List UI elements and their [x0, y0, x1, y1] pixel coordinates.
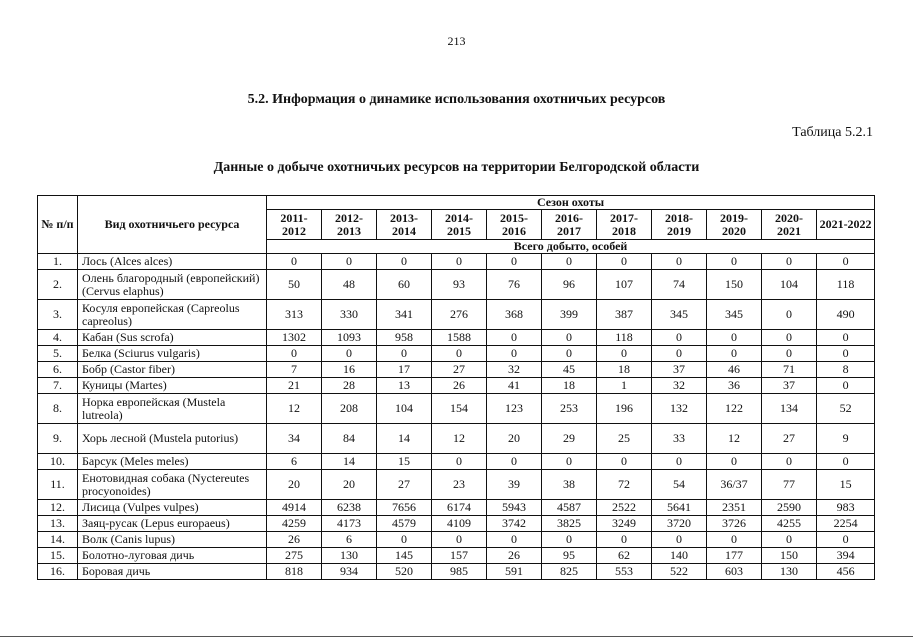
row-number: 3. [38, 300, 78, 330]
harvest-value: 45 [542, 362, 597, 378]
table-row [38, 330, 875, 346]
harvest-value: 36/37 [707, 470, 762, 500]
harvest-value: 0 [542, 346, 597, 362]
harvest-value: 522 [652, 564, 707, 580]
table-row [38, 454, 875, 470]
harvest-value: 38 [542, 470, 597, 500]
harvest-value: 84 [322, 424, 377, 454]
season-header: Сезон охоты [267, 196, 875, 210]
harvest-value: 157 [432, 548, 487, 564]
harvest-value: 985 [432, 564, 487, 580]
table-row [38, 500, 875, 516]
row-number: 13. [38, 516, 78, 532]
harvest-value: 0 [762, 532, 817, 548]
harvest-value: 76 [487, 270, 542, 300]
harvest-value: 154 [432, 394, 487, 424]
row-number: 8. [38, 394, 78, 424]
row-number: 9. [38, 424, 78, 454]
harvest-value: 0 [652, 454, 707, 470]
harvest-value: 4587 [542, 500, 597, 516]
harvest-value: 0 [432, 454, 487, 470]
row-number: 2. [38, 270, 78, 300]
harvest-value: 0 [762, 254, 817, 270]
harvest-value: 591 [487, 564, 542, 580]
harvest-value: 0 [377, 346, 432, 362]
harvest-value: 3742 [487, 516, 542, 532]
harvest-value: 490 [817, 300, 875, 330]
harvest-value: 4109 [432, 516, 487, 532]
harvest-value: 13 [377, 378, 432, 394]
harvest-value: 0 [707, 346, 762, 362]
harvest-value: 52 [817, 394, 875, 424]
harvest-value: 134 [762, 394, 817, 424]
harvest-value: 4914 [267, 500, 322, 516]
harvest-value: 368 [487, 300, 542, 330]
species-name: Лисица (Vulpes vulpes) [78, 500, 267, 516]
harvest-value: 93 [432, 270, 487, 300]
harvest-value: 0 [487, 254, 542, 270]
row-number: 14. [38, 532, 78, 548]
table-row [38, 362, 875, 378]
harvest-value: 0 [487, 346, 542, 362]
harvest-value: 603 [707, 564, 762, 580]
harvest-value: 46 [707, 362, 762, 378]
harvest-value: 253 [542, 394, 597, 424]
harvest-value: 14 [322, 454, 377, 470]
row-number: 10. [38, 454, 78, 470]
harvest-value: 37 [762, 378, 817, 394]
harvest-value: 1588 [432, 330, 487, 346]
harvest-value: 140 [652, 548, 707, 564]
harvest-value: 5641 [652, 500, 707, 516]
harvest-value: 2522 [597, 500, 652, 516]
species-name: Белка (Sciurus vulgaris) [78, 346, 267, 362]
col-species-header: Вид охотничьего ресурса [78, 196, 267, 254]
harvest-value: 1 [597, 378, 652, 394]
harvest-value: 0 [707, 532, 762, 548]
harvest-value: 3726 [707, 516, 762, 532]
species-name: Куницы (Martes) [78, 378, 267, 394]
harvest-value: 0 [762, 454, 817, 470]
table-row [38, 424, 875, 454]
species-name: Хорь лесной (Mustela putorius) [78, 424, 267, 454]
harvest-value: 7656 [377, 500, 432, 516]
col-num-header: № п/п [38, 196, 78, 254]
harvest-value: 36 [707, 378, 762, 394]
harvest-value: 48 [322, 270, 377, 300]
harvest-value: 0 [377, 254, 432, 270]
harvest-value: 345 [707, 300, 762, 330]
season-header-cell: 2014-2015 [432, 210, 487, 240]
harvest-value: 0 [487, 532, 542, 548]
harvest-value: 0 [597, 454, 652, 470]
harvest-value: 27 [377, 470, 432, 500]
harvest-value: 0 [652, 346, 707, 362]
harvest-value: 32 [487, 362, 542, 378]
row-number: 6. [38, 362, 78, 378]
harvest-value: 330 [322, 300, 377, 330]
harvest-value: 7 [267, 362, 322, 378]
table-row [38, 300, 875, 330]
harvest-value: 456 [817, 564, 875, 580]
harvest-value: 387 [597, 300, 652, 330]
harvest-value: 313 [267, 300, 322, 330]
harvest-value: 0 [597, 346, 652, 362]
harvest-value: 95 [542, 548, 597, 564]
harvest-value: 0 [487, 454, 542, 470]
table-row [38, 532, 875, 548]
harvest-value: 1093 [322, 330, 377, 346]
season-header-cell: 2020-2021 [762, 210, 817, 240]
harvest-value: 9 [817, 424, 875, 454]
season-header-cell: 2012-2013 [322, 210, 377, 240]
harvest-value: 0 [817, 532, 875, 548]
harvest-value: 825 [542, 564, 597, 580]
harvest-value: 983 [817, 500, 875, 516]
total-header: Всего добыто, особей [267, 240, 875, 254]
harvest-value: 104 [377, 394, 432, 424]
table-row [38, 394, 875, 424]
harvest-value: 15 [377, 454, 432, 470]
harvest-value: 0 [432, 346, 487, 362]
season-header-cell: 2011-2012 [267, 210, 322, 240]
harvest-value: 0 [322, 346, 377, 362]
harvest-value: 12 [432, 424, 487, 454]
harvest-value: 341 [377, 300, 432, 330]
harvest-value: 0 [322, 254, 377, 270]
harvest-value: 60 [377, 270, 432, 300]
harvest-value: 0 [817, 330, 875, 346]
harvest-value: 2351 [707, 500, 762, 516]
harvest-value: 8 [817, 362, 875, 378]
page-number: 213 [447, 34, 466, 48]
harvest-value: 0 [817, 454, 875, 470]
harvest-value: 77 [762, 470, 817, 500]
harvest-value: 18 [542, 378, 597, 394]
harvest-value: 12 [267, 394, 322, 424]
harvest-value: 0 [432, 532, 487, 548]
season-header-cell: 2013-2014 [377, 210, 432, 240]
harvest-value: 958 [377, 330, 432, 346]
species-name: Бобр (Castor fiber) [78, 362, 267, 378]
harvest-value: 27 [432, 362, 487, 378]
page-bottom-rule [0, 636, 913, 637]
harvest-value: 0 [707, 454, 762, 470]
row-number: 16. [38, 564, 78, 580]
harvest-value: 16 [322, 362, 377, 378]
harvest-value: 553 [597, 564, 652, 580]
harvest-value: 275 [267, 548, 322, 564]
harvest-value: 0 [652, 254, 707, 270]
harvest-value: 345 [652, 300, 707, 330]
harvest-value: 54 [652, 470, 707, 500]
harvest-value: 0 [817, 346, 875, 362]
species-name: Олень благородный (европейский) (Cervus elaphus) [78, 270, 267, 300]
harvest-value: 934 [322, 564, 377, 580]
harvest-value: 15 [817, 470, 875, 500]
harvest-value: 18 [597, 362, 652, 378]
season-header-cell: 2015-2016 [487, 210, 542, 240]
harvest-value: 72 [597, 470, 652, 500]
row-number: 4. [38, 330, 78, 346]
harvest-value: 0 [542, 330, 597, 346]
species-name: Косуля европейская (Capreolus capreolus) [78, 300, 267, 330]
harvest-value: 4173 [322, 516, 377, 532]
harvest-value: 17 [377, 362, 432, 378]
harvest-value: 6174 [432, 500, 487, 516]
harvest-value: 118 [597, 330, 652, 346]
species-name: Енотовидная собака (Nyctereutes procyonoides) [78, 470, 267, 500]
harvest-value: 71 [762, 362, 817, 378]
row-number: 11. [38, 470, 78, 500]
species-name: Волк (Canis lupus) [78, 532, 267, 548]
harvest-value: 0 [652, 330, 707, 346]
harvest-value: 62 [597, 548, 652, 564]
harvest-value: 1302 [267, 330, 322, 346]
harvest-value: 6 [322, 532, 377, 548]
harvest-value: 0 [597, 254, 652, 270]
harvest-value: 122 [707, 394, 762, 424]
table-row [38, 470, 875, 500]
table-body [38, 254, 875, 580]
row-number: 15. [38, 548, 78, 564]
harvest-value: 28 [322, 378, 377, 394]
season-header-cell: 2019-2020 [707, 210, 762, 240]
harvest-value: 0 [652, 532, 707, 548]
row-number: 7. [38, 378, 78, 394]
harvest-value: 96 [542, 270, 597, 300]
harvest-value: 0 [377, 532, 432, 548]
harvest-value: 37 [652, 362, 707, 378]
species-name: Норка европейская (Mustela lutreola) [78, 394, 267, 424]
harvest-value: 0 [432, 254, 487, 270]
harvest-value: 118 [817, 270, 875, 300]
season-header-cell: 2017-2018 [597, 210, 652, 240]
harvest-value: 26 [432, 378, 487, 394]
row-number: 1. [38, 254, 78, 270]
harvest-value: 276 [432, 300, 487, 330]
species-name: Боровая дичь [78, 564, 267, 580]
harvest-value: 0 [707, 330, 762, 346]
table-row [38, 346, 875, 362]
harvest-value: 21 [267, 378, 322, 394]
harvest-value: 0 [817, 254, 875, 270]
species-name: Барсук (Meles meles) [78, 454, 267, 470]
harvest-value: 4259 [267, 516, 322, 532]
harvest-value: 26 [267, 532, 322, 548]
harvest-value: 0 [542, 454, 597, 470]
harvest-value: 399 [542, 300, 597, 330]
harvest-value: 123 [487, 394, 542, 424]
species-name: Лось (Alces alces) [78, 254, 267, 270]
table-row [38, 270, 875, 300]
species-name: Заяц-русак (Lepus europaeus) [78, 516, 267, 532]
table-row [38, 516, 875, 532]
harvest-value: 196 [597, 394, 652, 424]
harvest-value: 3825 [542, 516, 597, 532]
harvest-value: 0 [707, 254, 762, 270]
harvest-value: 0 [267, 254, 322, 270]
harvest-value: 4255 [762, 516, 817, 532]
harvest-value: 74 [652, 270, 707, 300]
table-row [38, 378, 875, 394]
harvest-value: 6238 [322, 500, 377, 516]
harvest-value: 29 [542, 424, 597, 454]
harvest-value: 0 [267, 346, 322, 362]
harvest-value: 20 [267, 470, 322, 500]
harvest-value: 132 [652, 394, 707, 424]
season-header-cell: 2021-2022 [817, 210, 875, 240]
harvest-value: 130 [322, 548, 377, 564]
row-number: 5. [38, 346, 78, 362]
harvest-value: 0 [542, 532, 597, 548]
harvest-value: 150 [707, 270, 762, 300]
harvest-value: 23 [432, 470, 487, 500]
harvest-value: 0 [487, 330, 542, 346]
table-row [38, 254, 875, 270]
harvest-value: 107 [597, 270, 652, 300]
harvest-value: 0 [762, 300, 817, 330]
table-row [38, 564, 875, 580]
harvest-value: 394 [817, 548, 875, 564]
table-caption: Данные о добыче охотничьих ресурсов на территории Белгородской области [213, 160, 700, 175]
harvest-value: 150 [762, 548, 817, 564]
harvest-value: 12 [707, 424, 762, 454]
harvest-value: 2590 [762, 500, 817, 516]
species-name: Болотно-луговая дичь [78, 548, 267, 564]
harvest-value: 0 [762, 330, 817, 346]
harvest-value: 5943 [487, 500, 542, 516]
table-label: Таблица 5.2.1 [792, 125, 873, 140]
harvest-value: 34 [267, 424, 322, 454]
harvest-value: 0 [817, 378, 875, 394]
species-name: Кабан (Sus scrofa) [78, 330, 267, 346]
harvest-value: 14 [377, 424, 432, 454]
table-row [38, 548, 875, 564]
harvest-value: 20 [487, 424, 542, 454]
harvest-value: 6 [267, 454, 322, 470]
harvest-value: 2254 [817, 516, 875, 532]
harvest-table [37, 195, 875, 580]
harvest-value: 26 [487, 548, 542, 564]
harvest-value: 33 [652, 424, 707, 454]
harvest-value: 20 [322, 470, 377, 500]
harvest-value: 39 [487, 470, 542, 500]
harvest-value: 25 [597, 424, 652, 454]
harvest-value: 104 [762, 270, 817, 300]
harvest-value: 130 [762, 564, 817, 580]
harvest-value: 3720 [652, 516, 707, 532]
harvest-value: 3249 [597, 516, 652, 532]
harvest-value: 145 [377, 548, 432, 564]
harvest-value: 818 [267, 564, 322, 580]
row-number: 12. [38, 500, 78, 516]
harvest-value: 0 [762, 346, 817, 362]
harvest-value: 177 [707, 548, 762, 564]
harvest-value: 27 [762, 424, 817, 454]
harvest-value: 0 [542, 254, 597, 270]
harvest-value: 41 [487, 378, 542, 394]
season-header-cell: 2018-2019 [652, 210, 707, 240]
season-header-cell: 2016-2017 [542, 210, 597, 240]
harvest-value: 4579 [377, 516, 432, 532]
harvest-value: 50 [267, 270, 322, 300]
harvest-value: 520 [377, 564, 432, 580]
section-title: 5.2. Информация о динамике использования охотничьих ресурсов [247, 92, 666, 107]
harvest-value: 208 [322, 394, 377, 424]
harvest-value: 0 [597, 532, 652, 548]
harvest-value: 32 [652, 378, 707, 394]
